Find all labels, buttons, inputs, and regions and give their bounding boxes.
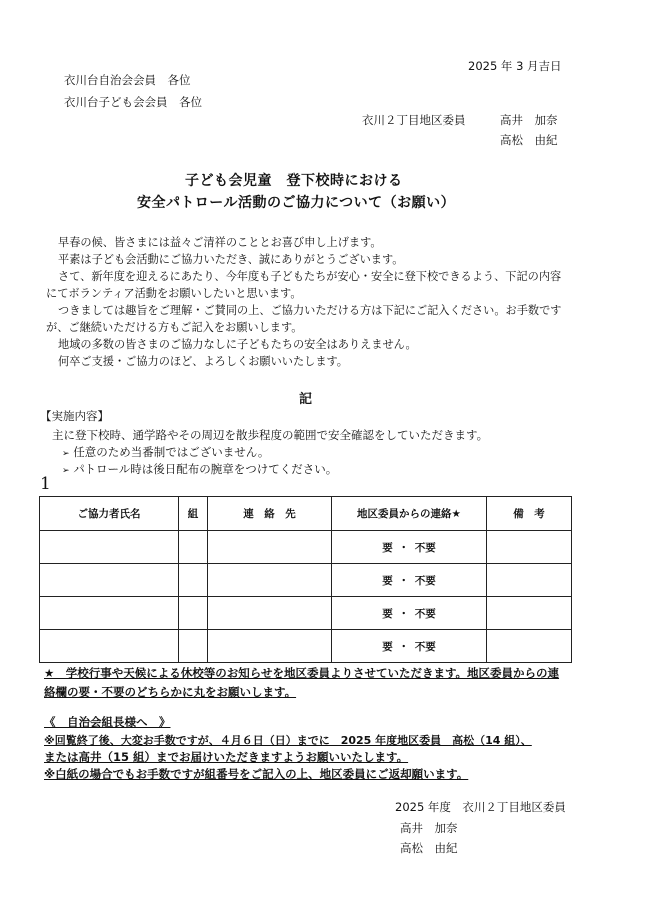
body-line-6: が、ご継続いただける方もご記入をお願いします。 [46, 321, 303, 334]
group-cell[interactable] [179, 597, 208, 630]
contact-choice-cell[interactable]: 要 ・ 不要 [332, 531, 487, 564]
footer-line: 2025 年度 衣川２丁目地区委員 [395, 800, 566, 814]
name-cell[interactable] [40, 630, 179, 663]
bullet-text: 任意のため当番制ではございません。 [73, 445, 270, 459]
header-contact-need: 地区委員からの連絡★ [332, 497, 487, 531]
remarks-cell[interactable] [487, 531, 572, 564]
body-line-3: さて、新年度を迎えるにあたり、今年度も子どもたちが安心・安全に登下校できるよう、下記の内容 [58, 270, 562, 283]
addressee-1: 衣川台自治会会員 各位 [64, 73, 191, 87]
name-cell[interactable] [40, 597, 179, 630]
chair-line-3: ※白紙の場合でもお手数ですが組番号をご記入の上、地区委員にご返却願います。 [44, 767, 469, 781]
footer-name-1: 高井 加奈 [400, 821, 458, 835]
contact-cell[interactable] [208, 630, 332, 663]
contact-choice-cell[interactable]: 要 ・ 不要 [332, 597, 487, 630]
table-header-row [40, 497, 572, 531]
body-line-1: 早春の候、皆さまには益々ご清祥のこととお喜び申し上げます。 [58, 236, 382, 249]
header-remarks: 備 考 [487, 497, 572, 531]
contact-cell[interactable] [208, 531, 332, 564]
name-cell[interactable] [40, 531, 179, 564]
remarks-cell[interactable] [487, 564, 572, 597]
header-contact: 連 絡 先 [208, 497, 332, 531]
arrow-bullet-icon: ➢ [62, 466, 70, 476]
header-group: 組 [179, 497, 208, 531]
body-line-4: にてボランティア活動をお願いしたいと思います。 [46, 287, 302, 300]
group-cell[interactable] [179, 564, 208, 597]
bullet-item-1 [62, 444, 269, 460]
sender-name-1: 高井 加奈 [500, 113, 558, 127]
group-cell[interactable] [179, 531, 208, 564]
table-row [40, 564, 572, 597]
bullet-text: パトロール時は後日配布の腕章をつけてください。 [73, 462, 338, 476]
chair-heading: 《 自治会組長様へ 》 [44, 715, 171, 729]
header-name: ご協力者氏名 [40, 497, 179, 531]
page-mark: 1 [40, 474, 51, 494]
footer-name-2: 高松 由紀 [400, 841, 458, 855]
title-line-2: 安全パトロール活動のご協力について（お願い） [137, 195, 456, 211]
document-date: 2025 年 3 月吉日 [468, 59, 562, 73]
section-text: 主に登下校時、通学路やその周辺を散歩程度の範囲で安全確認をしていただきます。 [52, 428, 489, 442]
body-line-8: 何卒ご支援・ご協力のほど、よろしくお願いいたします。 [58, 355, 348, 368]
sender-title: 衣川２丁目地区委員 [362, 113, 466, 127]
notice-line-2: 絡欄の要・不要のどちらかに丸をお願いします。 [44, 685, 297, 699]
chair-line-1: ※回覧終了後、大変お手数ですが、４月６日（日）までに 2025 年度地区委員 高松（14 組）、 [44, 734, 532, 747]
sender-name-2: 高松 由紀 [500, 133, 558, 147]
contact-cell[interactable] [208, 597, 332, 630]
body-line-7: 地域の多数の皆さまのご協力なしに子どもたちの安全はありえません。 [58, 338, 417, 351]
table-row [40, 531, 572, 564]
remarks-cell[interactable] [487, 597, 572, 630]
addressee-2: 衣川台子ども会会員 各位 [64, 95, 202, 109]
contact-choice-cell[interactable]: 要 ・ 不要 [332, 564, 487, 597]
name-cell[interactable] [40, 564, 179, 597]
title-line-1: 子ども会児童 登下校時における [185, 173, 403, 189]
contact-cell[interactable] [208, 564, 332, 597]
ki-heading: 記 [299, 392, 313, 407]
notice-line-1: ★ 学校行事や天候による休校等のお知らせを地区委員よりさせていただきます。地区委員からの連 [44, 666, 560, 680]
body-line-2: 平素は子ども会活動にご協力いただき、誠にありがとうございます。 [58, 253, 404, 266]
contact-choice-cell[interactable]: 要 ・ 不要 [332, 630, 487, 663]
table-row [40, 630, 572, 663]
bullet-item-2 [62, 461, 337, 477]
table-row [40, 597, 572, 630]
group-cell[interactable] [179, 630, 208, 663]
volunteer-form-table [39, 496, 572, 663]
section-heading: 【実施内容】 [40, 409, 109, 423]
body-line-5: つきましては趣旨をご理解・ご賛同の上、ご協力いただける方は下記にご記入ください。お手数です [58, 304, 562, 317]
remarks-cell[interactable] [487, 630, 572, 663]
chair-line-2: または高井（15 組）までお届けいただきますようお願いいたします。 [44, 750, 409, 764]
arrow-bullet-icon: ➢ [62, 449, 70, 459]
